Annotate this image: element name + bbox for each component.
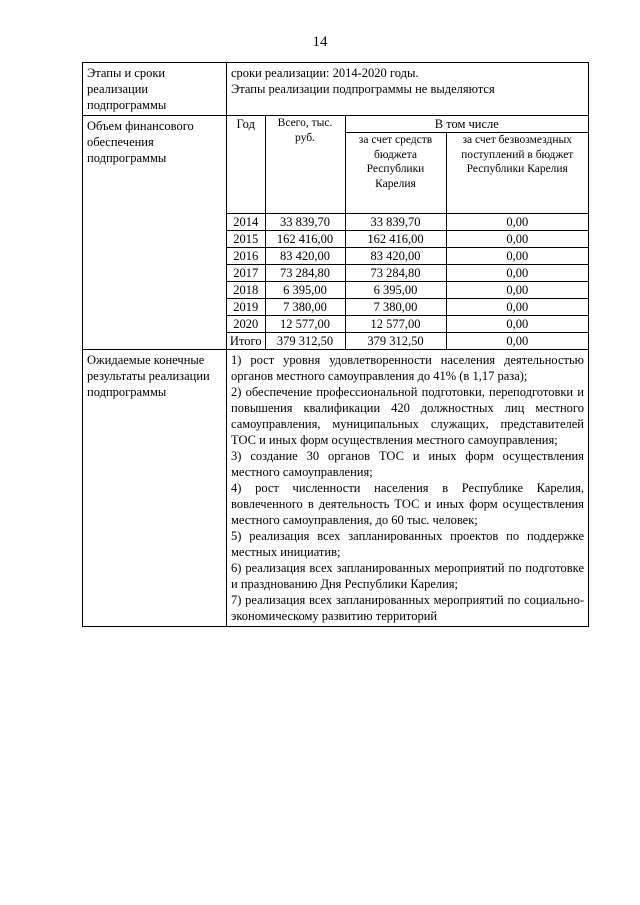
cell-year: 2014 <box>227 214 265 231</box>
header-total: Всего, тыс. руб. <box>265 116 345 214</box>
finance-data-row <box>227 316 588 333</box>
cell-free: 0,00 <box>446 265 588 282</box>
stages-line: сроки реализации: 2014-2020 годы. <box>231 66 419 80</box>
result-item: 3) создание 30 органов ТОС и иных форм осуществления местного самоуправления; <box>231 449 584 479</box>
finance-table <box>227 116 588 349</box>
results-value <box>227 350 589 627</box>
result-item: 7) реализация всех запланированных мероприятий по социально-экономическому развитию территорий <box>231 593 584 623</box>
header-year: Год <box>227 116 265 214</box>
finance-data-row <box>227 231 588 248</box>
cell-year: 2020 <box>227 316 265 333</box>
cell-year: 2017 <box>227 265 265 282</box>
cell-year: Итого <box>227 333 265 350</box>
cell-year: 2016 <box>227 248 265 265</box>
cell-free: 0,00 <box>446 316 588 333</box>
stages-line: Этапы реализации подпрограммы не выделяются <box>231 82 495 96</box>
stages-value <box>227 63 589 116</box>
cell-total: 12 577,00 <box>265 316 345 333</box>
cell-total: 162 416,00 <box>265 231 345 248</box>
finance-row <box>83 116 589 350</box>
stages-label: Этапы и сроки реализации подпрограммы <box>83 63 227 116</box>
finance-label: Объем финансового обеспечения подпрограммы <box>83 116 227 350</box>
finance-data-row <box>227 282 588 299</box>
cell-free: 0,00 <box>446 333 588 350</box>
finance-data-row <box>227 333 588 350</box>
cell-budget: 12 577,00 <box>345 316 446 333</box>
cell-total: 73 284,80 <box>265 265 345 282</box>
cell-free: 0,00 <box>446 282 588 299</box>
cell-budget: 33 839,70 <box>345 214 446 231</box>
finance-data-row <box>227 265 588 282</box>
finance-data-row <box>227 299 588 316</box>
cell-budget: 162 416,00 <box>345 231 446 248</box>
cell-free: 0,00 <box>446 231 588 248</box>
header-free: за счет безвозмездных поступлений в бюджет Республики Карелия <box>446 133 588 214</box>
cell-total: 33 839,70 <box>265 214 345 231</box>
cell-budget: 6 395,00 <box>345 282 446 299</box>
result-item: 4) рост численности населения в Республике Карелия, вовлеченного в деятельность ТОС и иных форм осуществления местного самоуправления, до 60 тыс. человек; <box>231 481 584 527</box>
cell-budget: 379 312,50 <box>345 333 446 350</box>
finance-data-row <box>227 248 588 265</box>
cell-year: 2019 <box>227 299 265 316</box>
result-item: 5) реализация всех запланированных проектов по поддержке местных инициатив; <box>231 529 584 559</box>
cell-year: 2018 <box>227 282 265 299</box>
stages-row <box>83 63 589 116</box>
page-number: 14 <box>312 34 328 50</box>
header-budget: за счет средств бюджета Республики Карелия <box>345 133 446 214</box>
cell-free: 0,00 <box>446 248 588 265</box>
result-item: 1) рост уровня удовлетворенности населения деятельностью органов местного самоуправления до 41% (в 1,17 раза); <box>231 353 584 383</box>
results-label: Ожидаемые конечные результаты реализации подпрограммы <box>83 350 227 627</box>
cell-budget: 83 420,00 <box>345 248 446 265</box>
cell-free: 0,00 <box>446 299 588 316</box>
cell-budget: 73 284,80 <box>345 265 446 282</box>
passport-table <box>82 62 589 627</box>
header-including: В том числе <box>345 116 588 133</box>
finance-data-row <box>227 214 588 231</box>
cell-budget: 7 380,00 <box>345 299 446 316</box>
result-item: 6) реализация всех запланированных мероприятий по подготовке и празднованию Дня Республики Карелия; <box>231 561 584 591</box>
results-row <box>83 350 589 627</box>
result-item: 2) обеспечение профессиональной подготовки, переподготовки и повышения квалификации 420 должностных лиц местного самоуправления, муниципальных служащих, представителей ТОС и иных форм осуществления местного самоуправления; <box>231 385 584 447</box>
cell-total: 83 420,00 <box>265 248 345 265</box>
cell-free: 0,00 <box>446 214 588 231</box>
cell-total: 6 395,00 <box>265 282 345 299</box>
cell-total: 7 380,00 <box>265 299 345 316</box>
finance-value <box>227 116 589 350</box>
cell-year: 2015 <box>227 231 265 248</box>
cell-total: 379 312,50 <box>265 333 345 350</box>
